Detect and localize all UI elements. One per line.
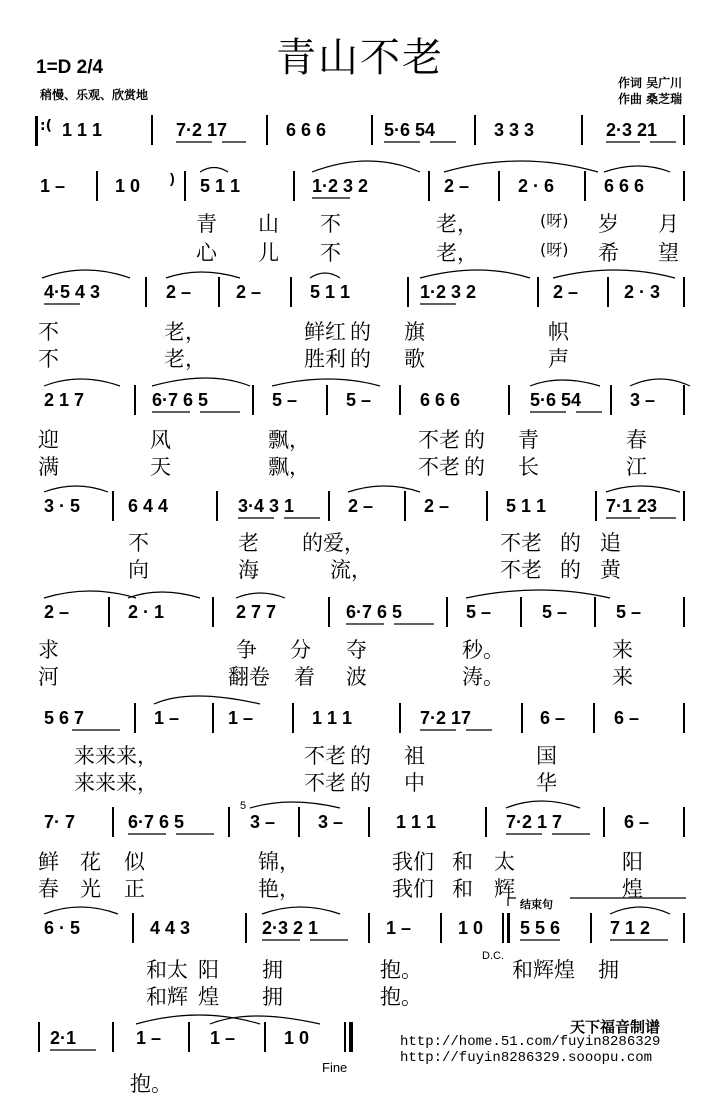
measure: 6 –: [624, 812, 650, 832]
measure: 2 –: [44, 602, 70, 622]
measure: 3 3 3: [494, 120, 535, 140]
lyric: 艳，: [258, 877, 300, 901]
lyric: 声: [548, 347, 569, 371]
lyric: 我们: [392, 877, 434, 901]
lyric: 光: [80, 877, 101, 901]
measure: 2 –: [553, 282, 579, 302]
lyric: 的: [560, 558, 581, 582]
lyric: 拥: [262, 985, 283, 1009]
measure: 6 · 5: [44, 918, 81, 938]
lyric: 望: [658, 241, 679, 265]
lyric: 山: [258, 212, 279, 236]
lyric: 国: [536, 744, 557, 768]
dc-mark: D.C.: [482, 950, 504, 962]
measure: 5 1 1: [310, 282, 351, 302]
barline: [485, 807, 487, 837]
measure: 2 –: [424, 496, 450, 516]
lyric: 江: [626, 455, 647, 479]
lyric: 老，: [436, 212, 478, 236]
lyric: 拥: [262, 958, 283, 982]
lyric: 春: [38, 877, 59, 901]
barline: [368, 807, 370, 837]
lyric: 的: [350, 771, 371, 795]
lyric: 海: [238, 558, 259, 582]
measure: 7·2 1 7: [506, 812, 563, 832]
measure: 2·3 21: [606, 120, 658, 140]
measure: 7 1 2: [610, 918, 651, 938]
lyric: 不: [320, 241, 341, 265]
barline: [486, 491, 488, 521]
lyric: 老，: [164, 320, 206, 344]
lyric: 不: [320, 212, 341, 236]
lyric: 不老: [418, 428, 460, 452]
barline: [607, 277, 609, 307]
measure: 5 –: [616, 602, 642, 622]
barline: [212, 703, 214, 733]
barline: [399, 385, 401, 415]
measure: 5 5 6: [520, 918, 561, 938]
lyric: 流，: [330, 558, 372, 582]
measure: 1 –: [136, 1028, 162, 1048]
measure: 5·6 54: [530, 390, 582, 410]
double-barline: [507, 913, 510, 943]
barline: [498, 171, 500, 201]
lyric: 祖: [404, 744, 425, 768]
measure: 1 0: [284, 1028, 310, 1048]
barline: [290, 277, 292, 307]
lyric: 和辉: [146, 985, 188, 1009]
measure: 6 6 6: [604, 176, 645, 196]
measure: 7·2 17: [176, 120, 228, 140]
measure: 5 6 7: [44, 708, 85, 728]
lyric: 煌: [622, 877, 643, 901]
lyric: 不老: [304, 771, 346, 795]
measure: 1 –: [386, 918, 412, 938]
lyric: 月: [658, 212, 679, 236]
lyric: 的: [464, 428, 485, 452]
repeat-start-bar: [35, 116, 38, 146]
measure: 5 –: [346, 390, 372, 410]
barline: [298, 807, 300, 837]
composer-credit: 作曲 桑芝瑞: [618, 92, 683, 106]
final-barline: [349, 1022, 353, 1052]
lyric: 锦，: [258, 850, 300, 874]
lyric: 鲜: [38, 850, 59, 874]
lyric: 似: [124, 850, 145, 874]
barline: [683, 807, 685, 837]
measure: 2 –: [444, 176, 470, 196]
barline: [683, 171, 685, 201]
barline: [595, 491, 597, 521]
measure: 3 –: [630, 390, 656, 410]
barline: [184, 171, 186, 201]
page-title: 青山不老: [276, 35, 444, 81]
lyric: 儿: [258, 241, 279, 265]
barline: [581, 115, 583, 145]
measure: 2 –: [348, 496, 374, 516]
barline: [218, 277, 220, 307]
measure: 3 · 5: [44, 496, 81, 516]
bracket-close: ): [170, 170, 175, 186]
barline: [520, 597, 522, 627]
measure: 1 –: [210, 1028, 236, 1048]
lyric: 阳: [622, 850, 643, 874]
barline: [264, 1022, 266, 1052]
lyric: 不老: [304, 744, 346, 768]
barline: [292, 703, 294, 733]
measure: 2·1: [50, 1028, 77, 1048]
lyric: 秒。: [462, 638, 504, 662]
measure: 1·2 3 2: [312, 176, 369, 196]
grace-note: 5: [240, 800, 247, 812]
lyric: (呀): [540, 211, 569, 230]
measure: 1 1 1: [312, 708, 353, 728]
barline: [252, 385, 254, 415]
final-barline: [344, 1022, 346, 1052]
footer-link-1[interactable]: http://home.51.com/fuyin8286329: [400, 1034, 661, 1050]
lyric: 岁: [598, 212, 619, 236]
barline: [134, 703, 136, 733]
barline: [38, 1022, 40, 1052]
measure: 1 –: [40, 176, 66, 196]
lyric: 的爱，: [302, 531, 365, 555]
barline: [537, 277, 539, 307]
barline: [521, 703, 523, 733]
lyric: 来来来，: [74, 771, 158, 795]
measure: 6 –: [540, 708, 566, 728]
barline: [683, 277, 685, 307]
lyric: 辉: [494, 877, 515, 901]
lyric: 黄: [600, 558, 621, 582]
barline: [683, 385, 685, 415]
lyric: 煌: [198, 985, 219, 1009]
lyric: 旗: [404, 320, 425, 344]
barline: [328, 597, 330, 627]
measure: 2 · 6: [518, 176, 555, 196]
measure: 6 6 6: [286, 120, 327, 140]
barline: [212, 597, 214, 627]
barline: [407, 277, 409, 307]
barline: [216, 491, 218, 521]
barline: [683, 597, 685, 627]
barline: [590, 913, 592, 943]
barline: [404, 491, 406, 521]
measure: 7· 7: [44, 812, 76, 832]
measure: 6 –: [614, 708, 640, 728]
lyric: 不: [38, 320, 59, 344]
lyric: 和: [452, 877, 473, 901]
lyric: 争: [236, 638, 257, 662]
measure: 5 –: [466, 602, 492, 622]
lyric: 的: [464, 455, 485, 479]
lyric: 青: [518, 428, 539, 452]
measure: 2 –: [166, 282, 192, 302]
barline: [112, 491, 114, 521]
measure: 1 0: [115, 176, 141, 196]
lyric: 老，: [436, 241, 478, 265]
barline: [446, 597, 448, 627]
barline: [683, 491, 685, 521]
lyric: 的: [350, 744, 371, 768]
lyric: 不: [38, 347, 59, 371]
lyric: 老，: [164, 347, 206, 371]
lyric: 和: [452, 850, 473, 874]
lyric: (呀): [540, 240, 569, 259]
barline: [440, 913, 442, 943]
lyric: 天: [150, 455, 171, 479]
lyric: 帜: [548, 320, 569, 344]
lyric: 飘，: [268, 428, 310, 452]
barline: [145, 277, 147, 307]
ending-label: 结束句: [520, 899, 553, 911]
barline: [603, 807, 605, 837]
brand-name: 天下福音制谱: [570, 1018, 661, 1036]
measure: 1 1 1: [396, 812, 437, 832]
barline: [428, 171, 430, 201]
lyric: 正: [124, 877, 145, 901]
measure: 2 · 1: [128, 602, 165, 622]
measure: 1 –: [228, 708, 254, 728]
measure: 1 1 1: [62, 120, 103, 140]
measure: 4 4 3: [150, 918, 191, 938]
lyric: 中: [404, 771, 425, 795]
barline: [593, 703, 595, 733]
lyric: 来来来，: [74, 744, 158, 768]
barline: [228, 807, 230, 837]
barline: [508, 385, 510, 415]
barline: [683, 913, 685, 943]
lyric: 翻卷: [228, 665, 270, 689]
lyric: 波: [346, 665, 367, 689]
measure: 1 –: [154, 708, 180, 728]
barline: [132, 913, 134, 943]
measure: 2·3 2 1: [262, 918, 319, 938]
lyric: 歌: [404, 347, 425, 371]
lyric: 的: [350, 347, 371, 371]
lyric: 向: [128, 558, 149, 582]
measure: 5 1 1: [506, 496, 547, 516]
lyric: 我们: [392, 850, 434, 874]
lyric: 太: [494, 850, 515, 874]
lyric: 拥: [598, 958, 619, 982]
barline: [399, 703, 401, 733]
barline: [594, 597, 596, 627]
measure: 6·7 6 5: [346, 602, 403, 622]
fine-mark: Fine: [322, 1060, 348, 1075]
lyric: 和太: [146, 958, 188, 982]
measure: 5 –: [272, 390, 298, 410]
measure: 6·7 6 5: [128, 812, 185, 832]
barline: [371, 115, 373, 145]
lyric: 不老: [500, 558, 542, 582]
barline: [112, 807, 114, 837]
lyricist-credit: 作词 吴广川: [618, 76, 683, 90]
measure: 7·1 23: [606, 496, 658, 516]
lyric: 华: [536, 771, 557, 795]
measure: 2 –: [236, 282, 262, 302]
measure: 4·5 4 3: [44, 282, 101, 302]
lyric: 抱。: [380, 958, 422, 982]
double-barline: [502, 913, 504, 943]
barline: [610, 385, 612, 415]
barline: [584, 171, 586, 201]
barline: [683, 703, 685, 733]
measure: 3 –: [318, 812, 344, 832]
measure: 2 7 7: [236, 602, 277, 622]
barline: [188, 1022, 190, 1052]
measure: 3·4 3 1: [238, 496, 295, 516]
lyric: 风: [150, 428, 171, 452]
lyric: 花: [80, 850, 101, 874]
measure: 6·7 6 5: [152, 390, 209, 410]
barline: [474, 115, 476, 145]
barline: [134, 385, 136, 415]
lyric: 的: [560, 531, 581, 555]
lyric: 满: [38, 455, 59, 479]
barline: [245, 913, 247, 943]
barline: [112, 1022, 114, 1052]
lyric: 着: [294, 665, 315, 689]
barline: [96, 171, 98, 201]
barline: [326, 385, 328, 415]
key-signature: 1=D 2/4: [36, 57, 104, 78]
lyric: 飘，: [268, 455, 310, 479]
lyric: 涛。: [462, 665, 504, 689]
lyric: 阳: [198, 958, 219, 982]
barline: [266, 115, 268, 145]
barline: [328, 491, 330, 521]
measure: 6 4 4: [128, 496, 169, 516]
lyric: 不: [128, 531, 149, 555]
lyric: 追: [600, 531, 621, 555]
lyric: 的: [350, 320, 371, 344]
measure: 7·2 17: [420, 708, 472, 728]
barline: [293, 171, 295, 201]
measure: 5 –: [542, 602, 568, 622]
barline: [108, 597, 110, 627]
lyric: 不老: [500, 531, 542, 555]
measure: 3 –: [250, 812, 276, 832]
lyric: 心: [196, 241, 217, 265]
lyric: 不老: [418, 455, 460, 479]
lyric: 胜利: [304, 347, 346, 371]
measure: 6 6 6: [420, 390, 461, 410]
lyric: 来: [612, 638, 633, 662]
footer-link-2[interactable]: http://fuyin8286329.sooopu.com: [400, 1050, 653, 1066]
measure: 1·2 3 2: [420, 282, 477, 302]
lyric: 抱。: [380, 985, 422, 1009]
lyric: 老: [238, 531, 259, 555]
barline: [368, 913, 370, 943]
lyric: 青: [196, 212, 217, 236]
tempo-marking: 稍慢、乐观、欣赏地: [40, 88, 149, 102]
lyric: 来: [612, 665, 633, 689]
measure: 5·6 54: [384, 120, 436, 140]
lyric: 长: [518, 455, 539, 479]
measure: 5 1 1: [200, 176, 241, 196]
lyric: 河: [38, 665, 59, 689]
measure: 2 · 3: [624, 282, 661, 302]
barline: [683, 115, 685, 145]
lyric: 希: [598, 241, 619, 265]
barline: [151, 115, 153, 145]
measure: 1 0: [458, 918, 484, 938]
lyric: 迎: [38, 428, 59, 452]
lyric: 鲜红: [304, 320, 346, 344]
lyric: 夺: [346, 638, 367, 662]
lyric: 求: [38, 638, 59, 662]
lyric: 春: [626, 428, 647, 452]
lyric: 分: [290, 638, 311, 662]
lyric: 和辉煌: [512, 958, 575, 982]
lyric: 抱。: [130, 1072, 172, 1096]
repeat-dots: :(: [40, 118, 52, 134]
measure: 2 1 7: [44, 390, 85, 410]
